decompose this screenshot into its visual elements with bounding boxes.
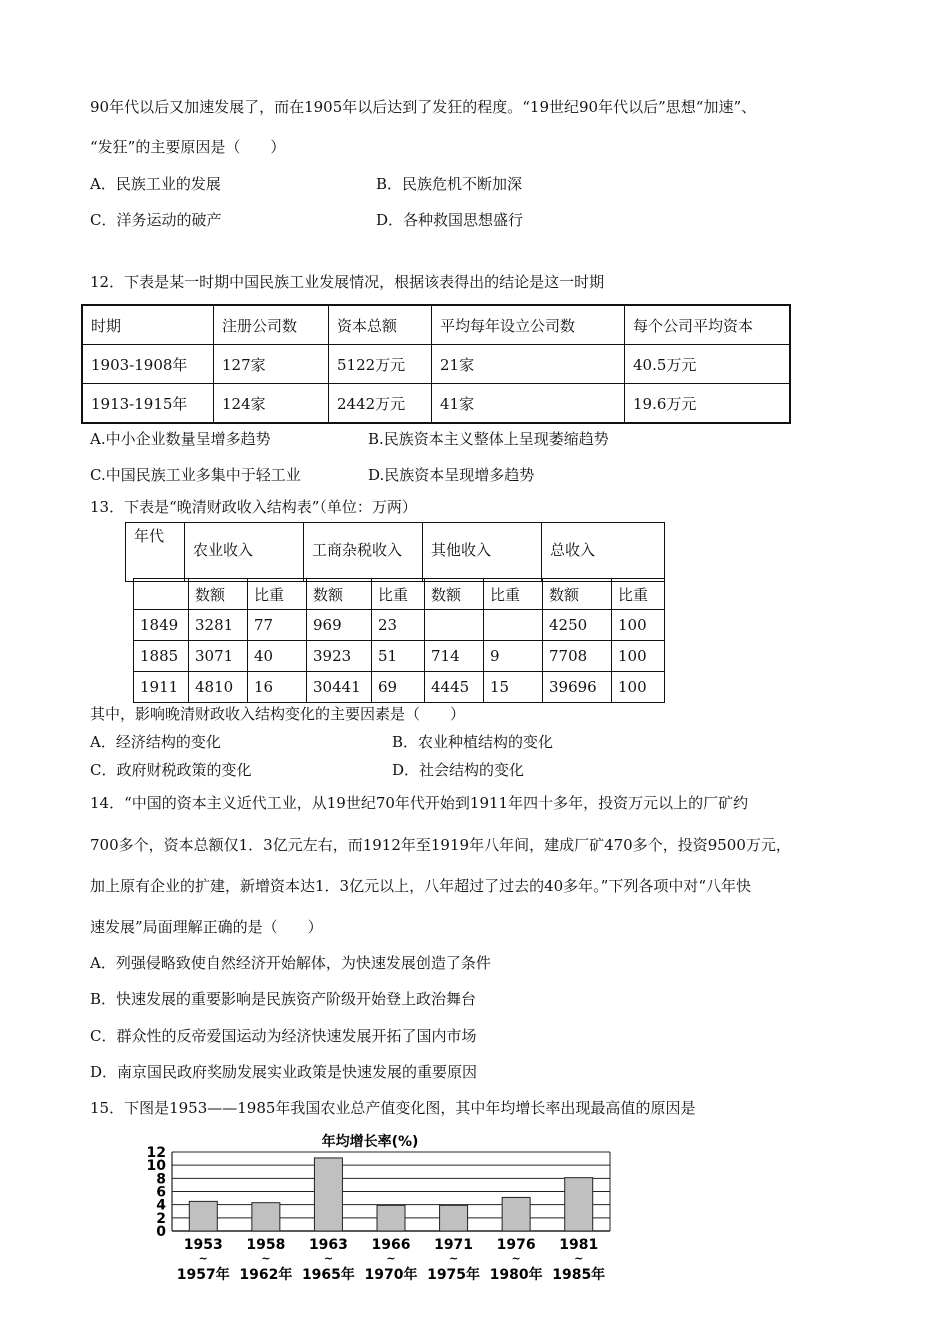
q11-option-c[interactable]: C．洋务运动的破产 xyxy=(90,211,222,229)
table-cell: 3923 xyxy=(307,641,372,672)
q11-option-a[interactable]: A．民族工业的发展 xyxy=(90,175,221,193)
table-header-cell: 比重 xyxy=(248,579,307,610)
table-header-cell: 数额 xyxy=(543,579,612,610)
q14-stem-line3: 加上原有企业的扩建，新增资本达1．3亿元以上，八年超过了过去的40多年。”下列各项中对“八年快 xyxy=(90,877,752,895)
table-cell: 9 xyxy=(484,641,543,672)
q11-option-b[interactable]: B．民族危机不断加深 xyxy=(376,175,523,193)
table-cell xyxy=(484,610,543,641)
x-tick-tilde: ~ xyxy=(511,1252,521,1265)
q11-stem-line2: “发狂”的主要原因是（ ） xyxy=(90,138,286,156)
table-row xyxy=(82,345,790,384)
q14-option-c[interactable]: C．群众性的反帝爱国运动为经济快速发展开拓了国内市场 xyxy=(90,1027,477,1045)
table-cell: 69 xyxy=(372,672,425,703)
table-row xyxy=(134,641,665,672)
table-header-cell: 工商杂税收入 xyxy=(304,523,423,582)
table-cell: 39696 xyxy=(543,672,612,703)
y-tick-label: 4 xyxy=(156,1197,166,1214)
x-tick-label-start: 1971 xyxy=(434,1237,474,1253)
table-cell: 124家 xyxy=(214,384,329,424)
x-tick-label-end: 1957年 xyxy=(176,1267,230,1283)
table-cell: 19.6万元 xyxy=(625,384,791,424)
bar xyxy=(377,1205,405,1231)
y-tick-label: 2 xyxy=(156,1210,166,1227)
table-cell: 1913-1915年 xyxy=(82,384,214,424)
y-tick-label: 12 xyxy=(146,1145,166,1161)
table-header-cell: 资本总额 xyxy=(329,305,432,345)
x-tick-label-start: 1976 xyxy=(496,1237,536,1253)
q13-stem: 13．下表是“晚清财政收入结构表”（单位：万两） xyxy=(90,498,417,516)
table-header-cell: 年代 xyxy=(126,523,185,582)
table-cell: 100 xyxy=(612,610,665,641)
table-cell: 51 xyxy=(372,641,425,672)
q14-option-d[interactable]: D．南京国民政府奖励发展实业政策是快速发展的重要原因 xyxy=(90,1063,478,1081)
table-header-cell: 总收入 xyxy=(542,523,665,582)
table-header-cell: 其他收入 xyxy=(423,523,542,582)
table-cell: 100 xyxy=(612,641,665,672)
table-cell: 3071 xyxy=(189,641,248,672)
table-header-cell: 平均每年设立公司数 xyxy=(432,305,625,345)
table-cell: 16 xyxy=(248,672,307,703)
y-tick-label: 10 xyxy=(146,1158,166,1175)
table-header-cell: 每个公司平均资本 xyxy=(625,305,791,345)
x-tick-tilde: ~ xyxy=(261,1252,271,1265)
q11-option-d[interactable]: D．各种救国思想盛行 xyxy=(376,211,524,229)
table-cell: 1911 xyxy=(134,672,189,703)
q12-stem: 12．下表是某一时期中国民族工业发展情况，根据该表得出的结论是这一时期 xyxy=(90,273,605,291)
y-tick-label: 6 xyxy=(156,1184,166,1201)
x-tick-tilde: ~ xyxy=(198,1252,208,1265)
growth-rate-bar-chart xyxy=(130,1126,650,1286)
table-cell: 4810 xyxy=(189,672,248,703)
x-tick-label-start: 1953 xyxy=(183,1237,223,1253)
x-tick-label-end: 1970年 xyxy=(364,1267,418,1283)
x-tick-label-end: 1985年 xyxy=(552,1267,606,1283)
q14-stem-line1: 14．“中国的资本主义近代工业，从19世纪70年代开始到1911年四十多年，投资万元以上的厂矿约 xyxy=(90,794,749,812)
table-cell: 1903-1908年 xyxy=(82,345,214,384)
bar xyxy=(314,1158,342,1231)
bar xyxy=(252,1203,280,1231)
table-cell: 21家 xyxy=(432,345,625,384)
table-cell: 5122万元 xyxy=(329,345,432,384)
table-cell xyxy=(425,610,484,641)
table-header-row xyxy=(82,305,790,345)
table-cell: 3281 xyxy=(189,610,248,641)
table-cell: 4445 xyxy=(425,672,484,703)
table-header-cell: 比重 xyxy=(612,579,665,610)
table-cell: 40 xyxy=(248,641,307,672)
table-header-cell: 比重 xyxy=(484,579,543,610)
table-cell: 127家 xyxy=(214,345,329,384)
q13-option-d[interactable]: D．社会结构的变化 xyxy=(392,761,525,779)
y-tick-label: 0 xyxy=(156,1224,166,1240)
table-cell: 714 xyxy=(425,641,484,672)
bar xyxy=(440,1205,468,1231)
q14-stem-line4: 速发展”局面理解正确的是（ ） xyxy=(90,918,323,936)
table-cell: 4250 xyxy=(543,610,612,641)
x-tick-tilde: ~ xyxy=(574,1252,584,1265)
x-tick-label-start: 1958 xyxy=(246,1237,286,1253)
q14-option-b[interactable]: B．快速发展的重要影响是民族资产阶级开始登上政治舞台 xyxy=(90,990,477,1008)
chart-title: 年均增长率(%) xyxy=(321,1134,419,1150)
table-cell: 7708 xyxy=(543,641,612,672)
x-tick-label-start: 1981 xyxy=(559,1237,599,1253)
table-header-cell xyxy=(134,579,189,610)
table-header-cell: 注册公司数 xyxy=(214,305,329,345)
table-header-cell: 数额 xyxy=(189,579,248,610)
table-cell: 969 xyxy=(307,610,372,641)
table-row xyxy=(82,384,790,424)
q13-option-c[interactable]: C．政府财税政策的变化 xyxy=(90,761,252,779)
table-header-row xyxy=(134,579,665,610)
table-row xyxy=(134,672,665,703)
table-cell: 100 xyxy=(612,672,665,703)
table-cell: 30441 xyxy=(307,672,372,703)
x-tick-tilde: ~ xyxy=(448,1252,459,1265)
q14-stem-line2: 700多个，资本总额仅1．3亿元左右，而1912年至1919年八年间，建成厂矿470多个，投资9500万元， xyxy=(90,836,791,854)
q13-group-header xyxy=(125,522,665,582)
x-axis xyxy=(177,1237,605,1283)
y-tick-label: 8 xyxy=(156,1171,166,1188)
table-header-cell: 比重 xyxy=(372,579,425,610)
q13-option-b[interactable]: B．农业种植结构的变化 xyxy=(392,733,554,751)
x-tick-label-start: 1963 xyxy=(308,1237,348,1253)
table-cell: 77 xyxy=(248,610,307,641)
x-tick-tilde: ~ xyxy=(386,1252,396,1265)
x-tick-label-end: 1965年 xyxy=(301,1267,355,1283)
table-header-cell: 数额 xyxy=(425,579,484,610)
x-tick-label-end: 1980年 xyxy=(489,1267,543,1283)
table-cell: 1849 xyxy=(134,610,189,641)
x-tick-label-end: 1975年 xyxy=(427,1267,481,1283)
bar xyxy=(502,1197,530,1231)
bar xyxy=(189,1201,217,1231)
q14-option-a[interactable]: A．列强侵略致使自然经济开始解体，为快速发展创造了条件 xyxy=(90,954,491,972)
q15-stem: 15．下图是1953——1985年我国农业总产值变化图，其中年均增长率出现最高值的原因是 xyxy=(90,1099,696,1117)
q12-option-a[interactable]: A.中小企业数量呈增多趋势 xyxy=(90,430,271,448)
table-row xyxy=(134,610,665,641)
table-header-cell: 时期 xyxy=(82,305,214,345)
q11-stem-line1: 90年代以后又加速发展了，而在1905年以后达到了发狂的程度。“19世纪90年代以后”思想“加速”、 xyxy=(90,98,757,116)
q12-option-c[interactable]: C.中国民族工业多集中于轻工业 xyxy=(90,466,301,484)
x-tick-tilde: ~ xyxy=(323,1252,334,1265)
q12-option-d[interactable]: D.民族资本呈现增多趋势 xyxy=(368,466,535,484)
q13-question: 其中，影响晚清财政收入结构变化的主要因素是（ ） xyxy=(90,705,466,723)
q12-table xyxy=(81,304,791,424)
x-tick-label-end: 1962年 xyxy=(239,1267,293,1283)
chart-bars xyxy=(189,1158,592,1231)
q12-option-b[interactable]: B.民族资本主义整体上呈现萎缩趋势 xyxy=(368,430,609,448)
q13-table xyxy=(133,578,665,703)
table-header-cell: 农业收入 xyxy=(185,523,304,582)
table-cell: 40.5万元 xyxy=(625,345,791,384)
y-axis xyxy=(147,1145,167,1240)
table-cell: 23 xyxy=(372,610,425,641)
table-cell: 2442万元 xyxy=(329,384,432,424)
table-cell: 41家 xyxy=(432,384,625,424)
x-tick-label-start: 1966 xyxy=(371,1237,411,1253)
bar xyxy=(565,1178,593,1231)
table-header-cell: 数额 xyxy=(307,579,372,610)
q13-option-a[interactable]: A．经济结构的变化 xyxy=(90,733,221,751)
table-cell: 15 xyxy=(484,672,543,703)
table-cell: 1885 xyxy=(134,641,189,672)
